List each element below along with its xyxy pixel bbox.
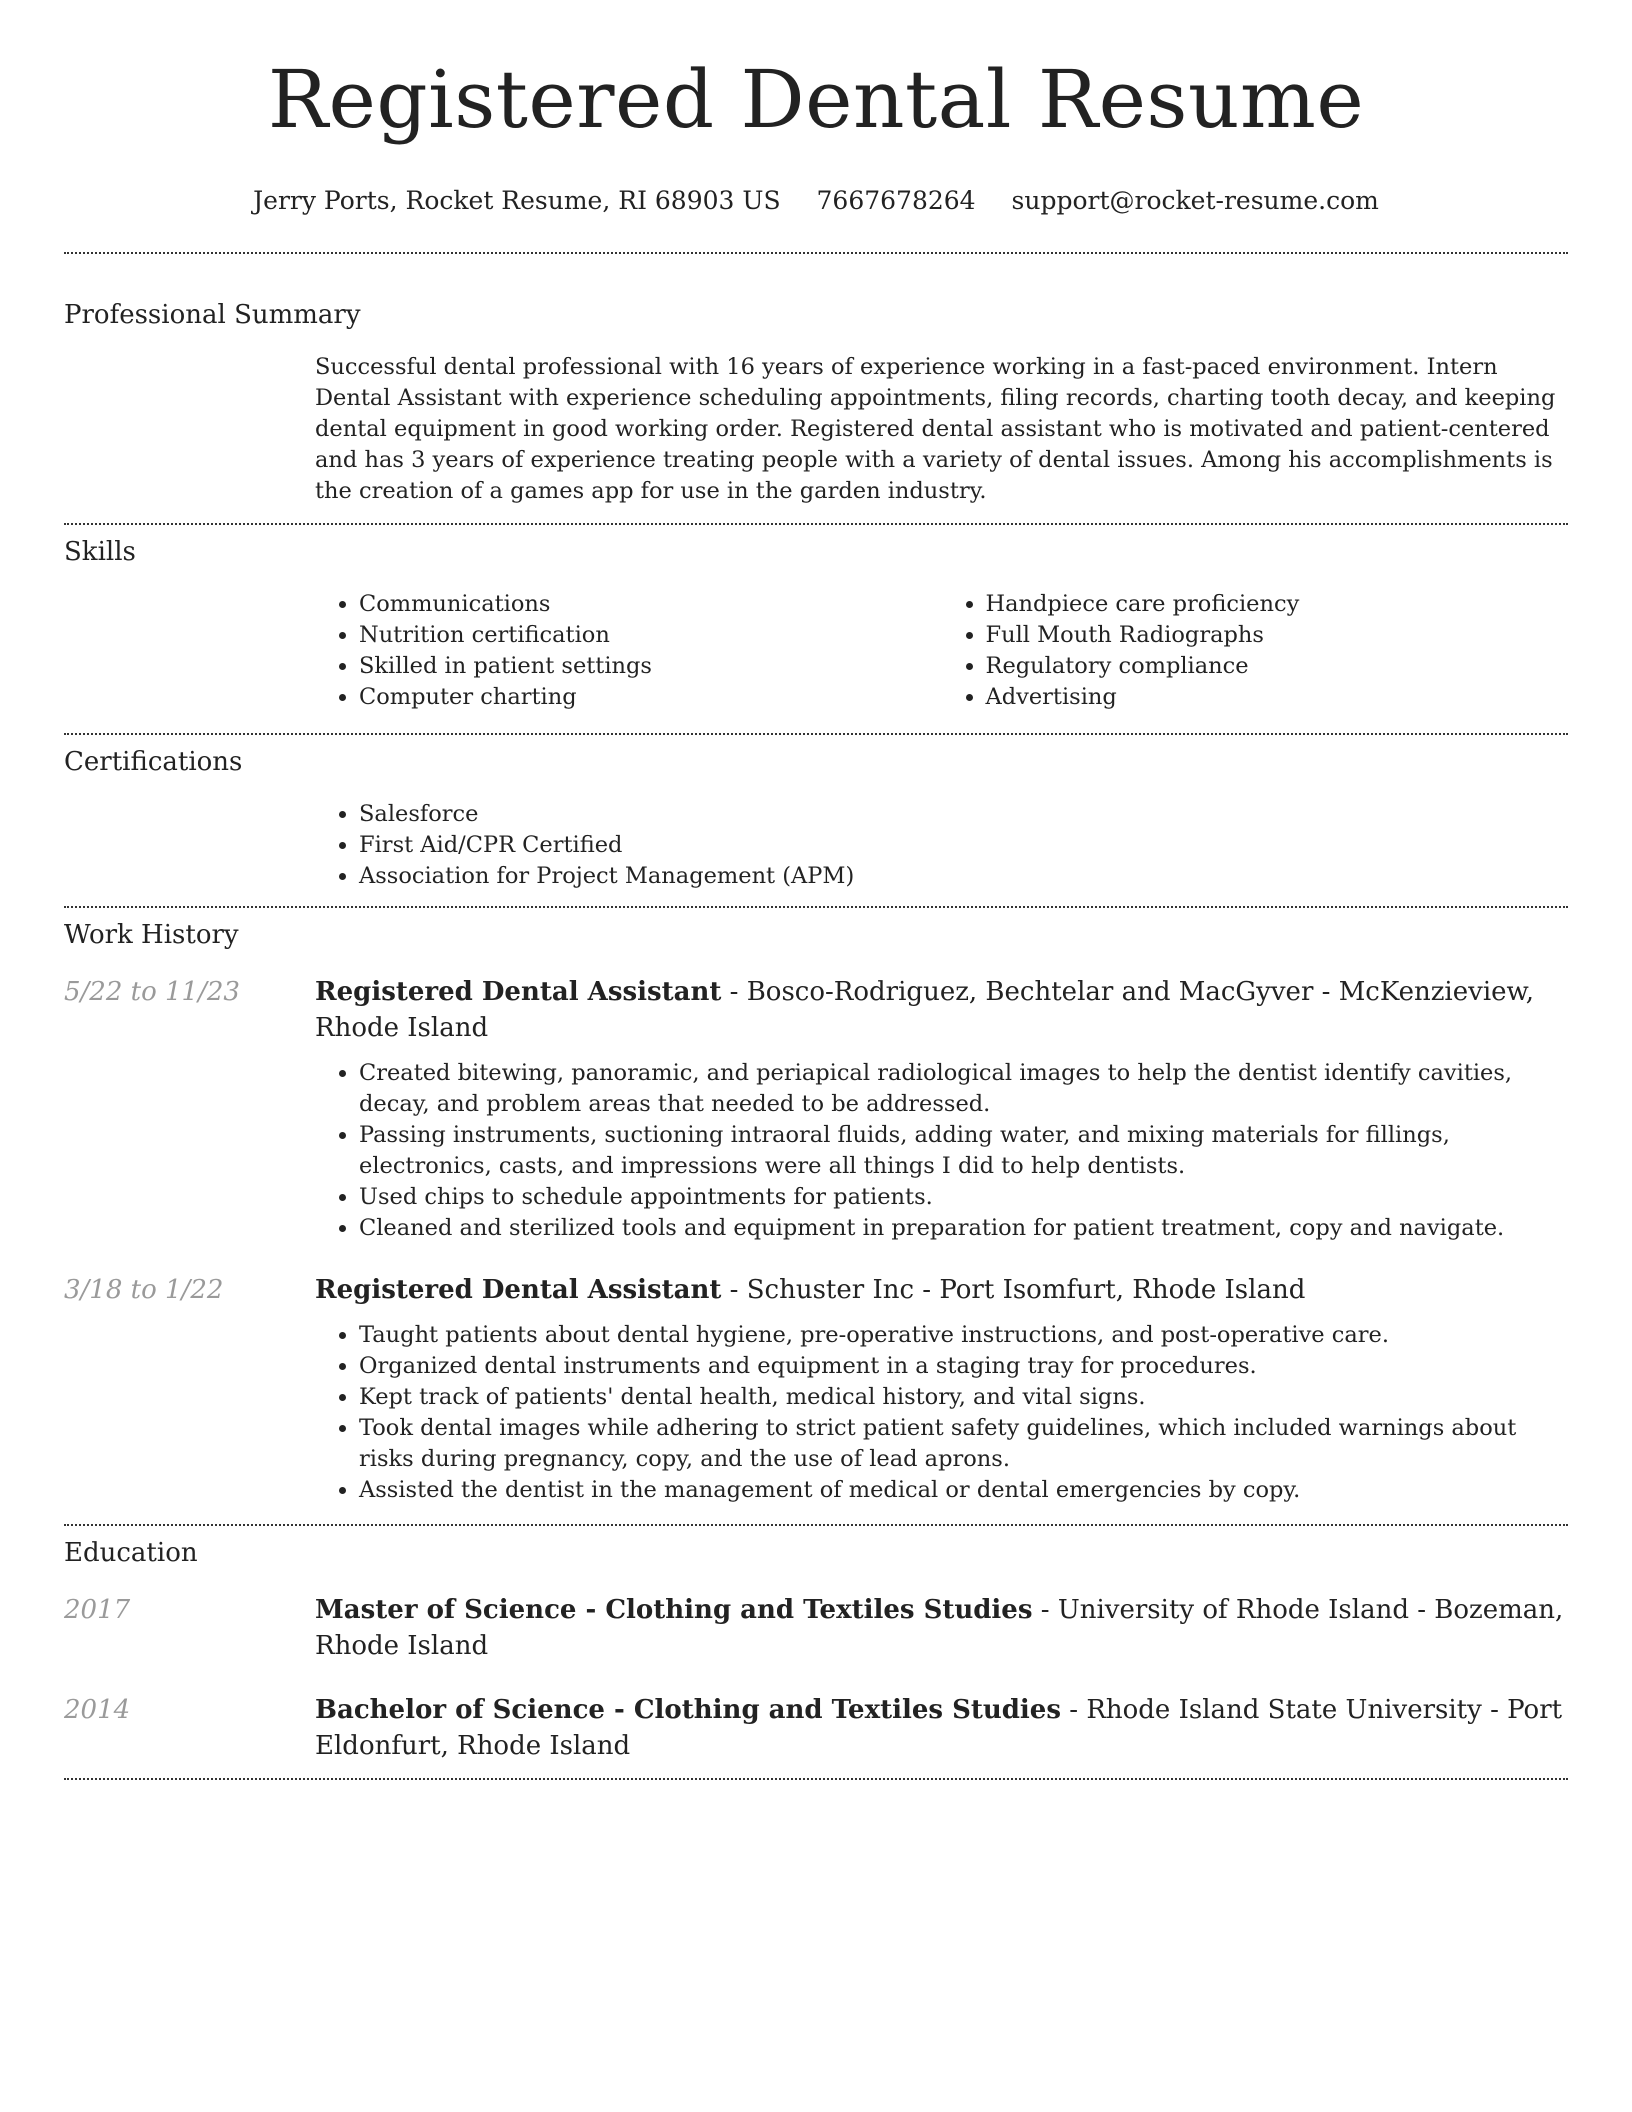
certifications-section: [64, 735, 1568, 906]
skills-list-right: [942, 589, 1569, 713]
job-details: [315, 974, 1568, 1244]
education-details: [315, 1592, 1568, 1664]
certification-item: • First Aid/CPR Certified: [359, 830, 1568, 861]
contact-line: [64, 184, 1568, 218]
job-employer: - Bosco-Rodriguez, Bechtelar and MacGyver - McKenzieview, Rhode Island: [315, 977, 1534, 1043]
job-dates: 5/22 to 11/23: [64, 977, 240, 1007]
job-bullet: • Taught patients about dental hygiene, pre-operative instructions, and post-operative care.: [359, 1320, 1568, 1351]
education-year: 2014: [64, 1695, 131, 1725]
job-bullet: • Used chips to schedule appointments for patients.: [359, 1182, 1568, 1213]
education-details: [315, 1692, 1568, 1764]
skill-item: • Advertising: [986, 682, 1569, 713]
certifications-heading: Certifications: [64, 747, 243, 777]
job-bullet: • Created bitewing, panoramic, and periapical radiological images to help the dentist identify cavities, decay, and problem areas that needed to be addressed.: [359, 1058, 1568, 1120]
education-section: [64, 1526, 1568, 1778]
work-section: [64, 908, 1568, 1524]
education-entry: [64, 1592, 1568, 1664]
job-entry: [64, 1272, 1568, 1506]
skill-item: • Computer charting: [359, 682, 942, 713]
job-details: [315, 1272, 1568, 1506]
job-bullets: [315, 1320, 1568, 1506]
education-school: - Rhode Island State University - Port Eldonfurt, Rhode Island: [315, 1695, 1563, 1761]
education-entry: [64, 1692, 1568, 1764]
certification-item: • Association for Project Management (APM): [359, 861, 1568, 892]
job-bullet: • Assisted the dentist in the management of medical or dental emergencies by copy.: [359, 1475, 1568, 1506]
education-school: - University of Rhode Island - Bozeman, Rhode Island: [315, 1595, 1564, 1661]
job-dates: 3/18 to 1/22: [64, 1275, 224, 1305]
skills-list-left: [315, 589, 942, 713]
job-role: Registered Dental Assistant: [315, 1275, 722, 1305]
education-heading: Education: [64, 1538, 198, 1568]
education-degree: Bachelor of Science - Clothing and Textiles Studies: [315, 1695, 1061, 1725]
resume-title: Registered Dental Resume: [267, 53, 1365, 146]
divider: [64, 1778, 1568, 1780]
skills-columns: [315, 589, 1568, 713]
job-bullet: • Organized dental instruments and equipment in a staging tray for procedures.: [359, 1351, 1568, 1382]
job-bullet: • Passing instruments, suctioning intraoral fluids, adding water, and mixing materials for fillings, electronics, casts, and impressions were all things I did to help dentists.: [359, 1120, 1568, 1182]
job-employer: - Schuster Inc - Port Isomfurt, Rhode Island: [721, 1275, 1306, 1305]
work-heading: Work History: [64, 920, 239, 950]
skill-item: • Handpiece care proficiency: [986, 589, 1569, 620]
certification-item: • Salesforce: [359, 799, 1568, 830]
skill-item: • Nutrition certification: [359, 620, 942, 651]
job-role: Registered Dental Assistant: [315, 977, 722, 1007]
skill-item: • Skilled in patient settings: [359, 651, 942, 682]
summary-section: [64, 254, 1568, 523]
skills-heading: Skills: [64, 537, 136, 567]
skill-item: • Communications: [359, 589, 942, 620]
summary-heading: Professional Summary: [64, 300, 361, 330]
contact-phone: 7667678264: [816, 186, 976, 215]
contact-email: support@rocket-resume.com: [1011, 186, 1379, 215]
contact-address: Jerry Ports, Rocket Resume, RI 68903 US: [253, 186, 781, 215]
job-header: [315, 974, 1568, 1046]
job-header: [315, 1272, 1568, 1308]
job-entry: [64, 974, 1568, 1244]
job-bullet: • Took dental images while adhering to strict patient safety guidelines, which included warnings about risks during pregnancy, copy, and the use of lead aprons.: [359, 1413, 1568, 1475]
certifications-list: [315, 799, 1568, 892]
summary-text: Successful dental professional with 16 years of experience working in a fast-paced environment. Intern Dental Assistant with experience scheduling appointments, filing records, charting tooth decay, and keeping dental equipment in good working order. Registered dental assistant who is motivated and patient-centered and has 3 years of experience treating people with a variety of dental issues. Among his accomplishments is the creation of a games app for use in the garden industry.: [315, 354, 1556, 504]
skill-item: • Full Mouth Radiographs: [986, 620, 1569, 651]
skills-section: [64, 525, 1568, 733]
education-degree: Master of Science - Clothing and Textiles Studies: [315, 1595, 1033, 1625]
job-bullets: [315, 1058, 1568, 1244]
job-bullet: • Kept track of patients' dental health, medical history, and vital signs.: [359, 1382, 1568, 1413]
skill-item: • Regulatory compliance: [986, 651, 1569, 682]
job-bullet: • Cleaned and sterilized tools and equipment in preparation for patient treatment, copy and navigate.: [359, 1213, 1568, 1244]
education-year: 2017: [64, 1595, 131, 1625]
